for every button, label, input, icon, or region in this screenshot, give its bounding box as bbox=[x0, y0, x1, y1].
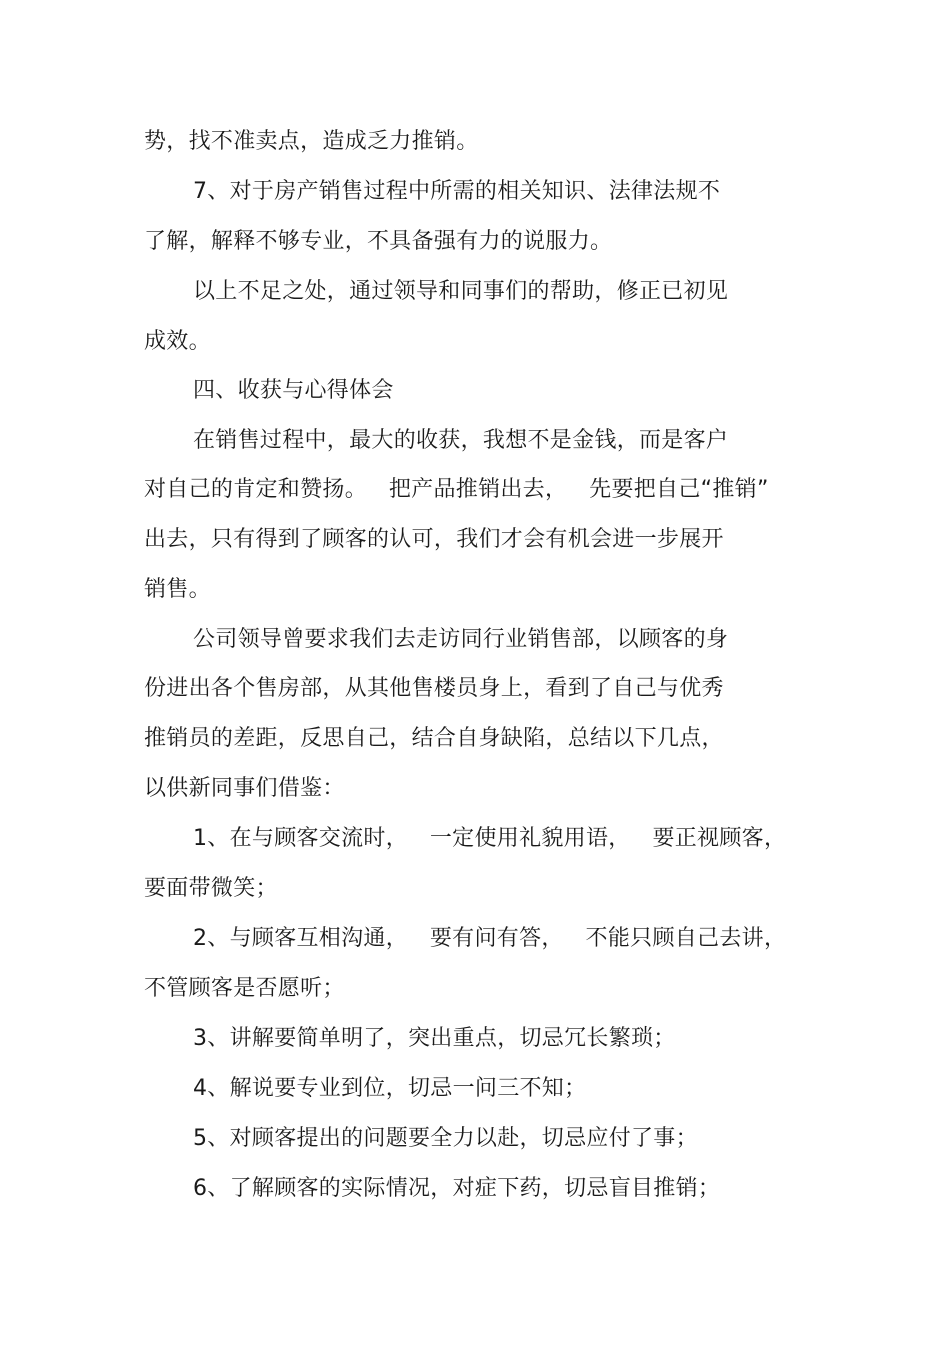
text-line: 成效。 bbox=[144, 329, 211, 354]
text-line: 势，找不准卖点，造成乏力推销。 bbox=[144, 129, 479, 154]
text-line: 以供新同事们借鉴： bbox=[144, 776, 345, 801]
list-item: 4、解说要专业到位，切忌一问三不知； bbox=[193, 1076, 587, 1101]
text-line: 出去，只有得到了顾客的认可，我们才会有机会进一步展开 bbox=[144, 527, 724, 552]
text-line: 对自己的肯定和赞扬。 把产品推销出去， 先要把自己“推销” bbox=[144, 477, 769, 502]
section-heading: 四、收获与心得体会 bbox=[193, 378, 394, 403]
text-line: 在销售过程中，最大的收获，我想不是金钱，而是客户 bbox=[193, 428, 729, 453]
list-item: 1、在与顾客交流时， 一定使用礼貌用语， 要正视顾客， bbox=[193, 826, 787, 851]
text-line: 要面带微笑； bbox=[144, 876, 278, 901]
list-item: 6、了解顾客的实际情况，对症下药，切忌盲目推销； bbox=[193, 1176, 721, 1201]
text-line: 销售。 bbox=[144, 577, 211, 602]
text-line: 份进出各个售房部，从其他售楼员身上，看到了自己与优秀 bbox=[144, 676, 724, 701]
list-item: 2、与顾客互相沟通， 要有问有答， 不能只顾自己去讲， bbox=[193, 926, 787, 951]
text-line: 以上不足之处，通过领导和同事们的帮助，修正已初见 bbox=[193, 279, 729, 304]
list-item: 5、对顾客提出的问题要全力以赴，切忌应付了事； bbox=[193, 1126, 698, 1151]
text-line: 7、对于房产销售过程中所需的相关知识、法律法规不 bbox=[193, 179, 721, 204]
list-item: 3、讲解要简单明了，突出重点，切忌冗长繁琐； bbox=[193, 1026, 676, 1051]
text-line: 推销员的差距，反思自己，结合自身缺陷，总结以下几点， bbox=[144, 726, 724, 751]
text-line: 公司领导曾要求我们去走访同行业销售部，以顾客的身 bbox=[193, 627, 729, 652]
text-line: 不管顾客是否愿听； bbox=[144, 976, 345, 1001]
text-line: 了解，解释不够专业，不具备强有力的说服力。 bbox=[144, 229, 613, 254]
